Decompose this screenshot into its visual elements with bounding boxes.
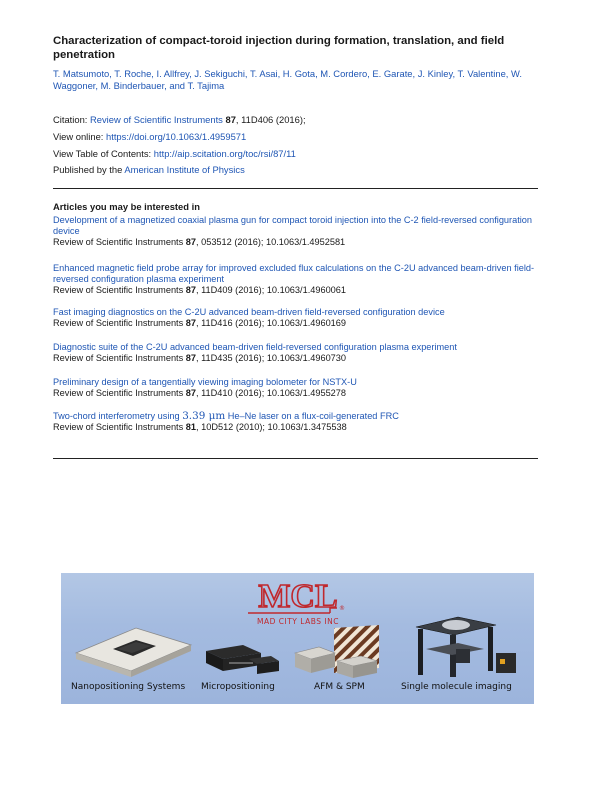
toc-label: View Table of Contents: <box>53 148 154 159</box>
bottom-divider <box>53 458 538 459</box>
citation-volume: 87 <box>225 114 236 125</box>
related-article-citation: Review of Scientific Instruments 81, 10D512 (2010); 10.1063/1.3475538 <box>53 421 347 432</box>
mcl-logo-subtitle: MAD CITY LABS INC <box>257 617 339 626</box>
citation-journal-link[interactable]: Review of Scientific Instruments <box>90 114 223 125</box>
afm-spm-image <box>289 623 384 681</box>
citation-line <box>53 114 543 126</box>
published-label: Published by the <box>53 164 125 175</box>
related-article-4 <box>53 342 543 364</box>
related-article-2 <box>53 263 543 295</box>
mcl-logo-text: MCL <box>258 578 338 615</box>
related-article-title[interactable]: Two-chord interferometry using 3.39 μm He–Ne laser on a flux-coil-generated FRC <box>53 410 399 422</box>
related-article-title[interactable]: Diagnostic suite of the C-2U advanced beam-driven field-reversed configuration plasma experiment <box>53 342 457 352</box>
caption-single-molecule: Single molecule imaging <box>401 682 512 692</box>
view-online-label: View online: <box>53 131 106 142</box>
micropositioning-device-image <box>201 639 281 679</box>
related-article-citation: Review of Scientific Instruments 87, 11D409 (2016); 10.1063/1.4960061 <box>53 284 347 295</box>
author-list[interactable]: T. Matsumoto, T. Roche, I. Allfrey, J. Sekiguchi, T. Asai, H. Gota, M. Cordero, E. Garate, J. Kinley, T. Valentine, W. Waggoner, M. Binderbauer, and T. Tajima <box>53 68 522 91</box>
nanopositioning-stage-image <box>71 613 196 678</box>
related-article-title[interactable]: Preliminary design of a tangentially viewing imaging bolometer for NSTX-U <box>53 377 357 387</box>
published-line <box>53 164 543 176</box>
paper-title: Characterization of compact-toroid injection during formation, translation, and field penetration <box>53 35 505 61</box>
related-article-citation: Review of Scientific Instruments 87, 11D416 (2016); 10.1063/1.4960169 <box>53 317 347 328</box>
related-article-title[interactable]: Development of a magnetized coaxial plasma gun for compact toroid injection into the C-2 field-reversed configuration device <box>53 215 533 236</box>
toc-link[interactable]: http://aip.scitation.org/toc/rsi/87/11 <box>153 148 296 159</box>
publisher-link[interactable]: American Institute of Physics <box>124 164 245 175</box>
related-article-title[interactable]: Enhanced magnetic field probe array for improved excluded flux calculations on the C-2U advanced beam-driven field-reversed configuration plasma experiment <box>53 263 535 284</box>
doi-link[interactable]: https://doi.org/10.1063/1.4959571 <box>106 131 247 142</box>
citation-label: Citation: <box>53 114 90 125</box>
caption-nanopositioning: Nanopositioning Systems <box>71 682 186 692</box>
related-article-5 <box>53 377 543 399</box>
caption-micropositioning: Micropositioning <box>201 682 275 692</box>
related-article-6 <box>53 411 543 433</box>
mcl-logo <box>236 577 361 627</box>
related-article-1 <box>53 215 543 247</box>
related-article-title[interactable]: Fast imaging diagnostics on the C-2U advanced beam-driven field-reversed configuration device <box>53 307 445 317</box>
advertisement-banner[interactable] <box>61 573 534 704</box>
single-molecule-imaging-image <box>396 609 526 681</box>
related-article-citation: Review of Scientific Instruments 87, 053512 (2016); 10.1063/1.4952581 <box>53 236 346 247</box>
registered-mark: ® <box>339 605 345 612</box>
related-article-3 <box>53 307 543 329</box>
toc-line <box>53 148 543 160</box>
citation-rest: , 11D406 (2016); <box>235 114 306 125</box>
view-online-line <box>53 131 543 143</box>
related-articles-heading: Articles you may be interested in <box>53 201 200 212</box>
math-expression: 3.39 μm <box>182 410 226 422</box>
caption-afm-spm: AFM & SPM <box>314 682 365 692</box>
related-article-citation: Review of Scientific Instruments 87, 11D410 (2016); 10.1063/1.4955278 <box>53 387 347 398</box>
top-divider <box>53 188 538 189</box>
related-article-citation: Review of Scientific Instruments 87, 11D435 (2016); 10.1063/1.4960730 <box>53 352 347 363</box>
